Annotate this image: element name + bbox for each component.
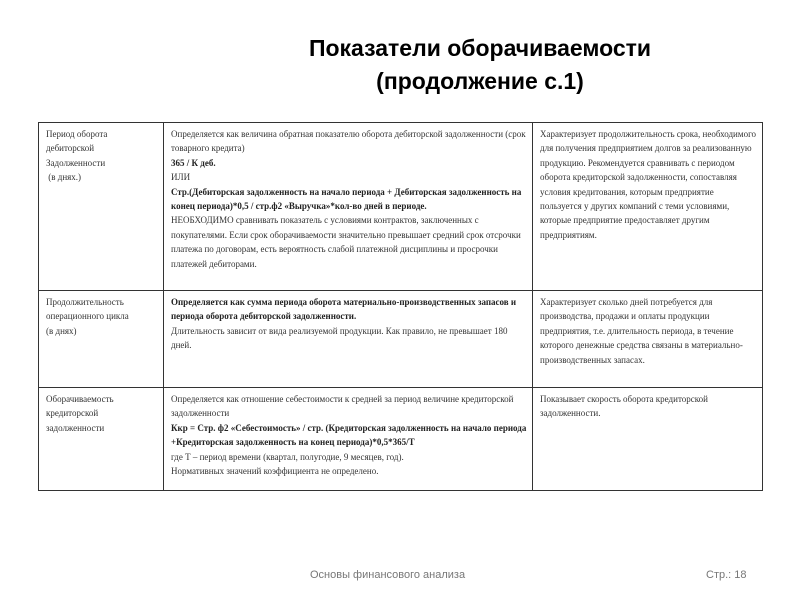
slide-title bbox=[250, 32, 710, 98]
definition-text: где Т – период времени (квартал, полугодие, 9 месяцев, год). bbox=[171, 451, 404, 462]
indicators-table bbox=[38, 122, 763, 491]
footer-course: Основы финансового анализа bbox=[310, 569, 466, 581]
formula-text: 365 / К деб. bbox=[171, 157, 216, 168]
indicator-name-line: Оборачиваемость bbox=[46, 394, 114, 404]
footer-page-number: Стр.: 18 bbox=[706, 569, 747, 581]
indicator-name-line: задолженности bbox=[46, 422, 105, 433]
formula-text: Ккр = Стр. ф2 «Себестоимость» / стр. (Кредиторская задолженность на начало периода +Кредиторская задолженность на конец периода)*0,5*365/Т bbox=[171, 422, 527, 448]
indicator-name-line: (в днях) bbox=[46, 325, 77, 336]
description-cell: Характеризует продолжительность срока, необходимого для получения предприятием долгов за реализованную продукцию. Рекомендуется сравнивать с периодом оборота кредиторской задолженности, сопоставляя условия кредитования, которым предприятие пользуется у других компаний с теми условиями, которые предприятие предоставляет другим предприятиям. bbox=[533, 123, 763, 291]
title-line-1: Показатели оборачиваемости bbox=[308, 35, 652, 61]
indicator-name-line: Продолжительность bbox=[46, 297, 124, 307]
definition-cell bbox=[164, 291, 533, 388]
indicator-name-cell bbox=[39, 388, 164, 491]
indicator-name-line: операционного цикла bbox=[46, 311, 129, 322]
indicator-name-cell bbox=[39, 291, 164, 388]
definition-text: Нормативных значений коэффициента не определено. bbox=[171, 466, 379, 477]
indicator-name-line: Задолженности bbox=[46, 157, 106, 168]
formula-text: Стр.(Дебиторская задолженность на начало периода + Дебиторская задолженность на конец периода)*0,5 / стр.ф2 «Выручка»*кол-во дней в периоде. bbox=[171, 186, 522, 212]
indicator-name-line: (в днях.) bbox=[46, 172, 82, 183]
formula-text: Определяется как сумма периода оборота материально-производственных запасов и периода оборота дебиторской задолженности. bbox=[171, 297, 517, 322]
indicator-name-line: дебиторской bbox=[46, 143, 95, 154]
table-row bbox=[39, 291, 763, 388]
definition-text: Длительность зависит от вида реализуемой продукции. Как правило, не превышает 180 дней. bbox=[171, 325, 508, 351]
description-cell: Характеризует сколько дней потребуется для производства, продажи и оплаты продукции предприятия, т.е. длительность периода, в течение которого денежные средства связаны в материально-производственных запасах. bbox=[533, 291, 763, 388]
indicator-name-cell bbox=[39, 123, 164, 291]
indicator-name-line: Период оборота bbox=[46, 129, 108, 139]
definition-text: ИЛИ bbox=[171, 172, 191, 183]
table-row bbox=[39, 388, 763, 491]
description-cell: Показывает скорость оборота кредиторской задолженности. bbox=[533, 388, 763, 491]
table-row bbox=[39, 123, 763, 291]
definition-text: Определяется как отношение себестоимости к средней за период величине кредиторской задолженности bbox=[171, 394, 514, 419]
title-line-2: (продолжение с.1) bbox=[376, 68, 584, 94]
definition-cell bbox=[164, 123, 533, 291]
indicator-name-line: кредиторской bbox=[46, 408, 99, 419]
definition-text: НЕОБХОДИМО сравнивать показатель с условиями контрактов, заключенных с покупателями. Если срок оборачиваемости значительно превышает средний срок отсрочки платежа по договорам, есть вероятность слабой платежной дисциплины и просрочки платежей дебиторами. bbox=[171, 215, 521, 269]
definition-text: Определяется как величина обратная показателю оборота дебиторской задолженности (срок товарного кредита) bbox=[171, 129, 526, 154]
definition-cell bbox=[164, 388, 533, 491]
